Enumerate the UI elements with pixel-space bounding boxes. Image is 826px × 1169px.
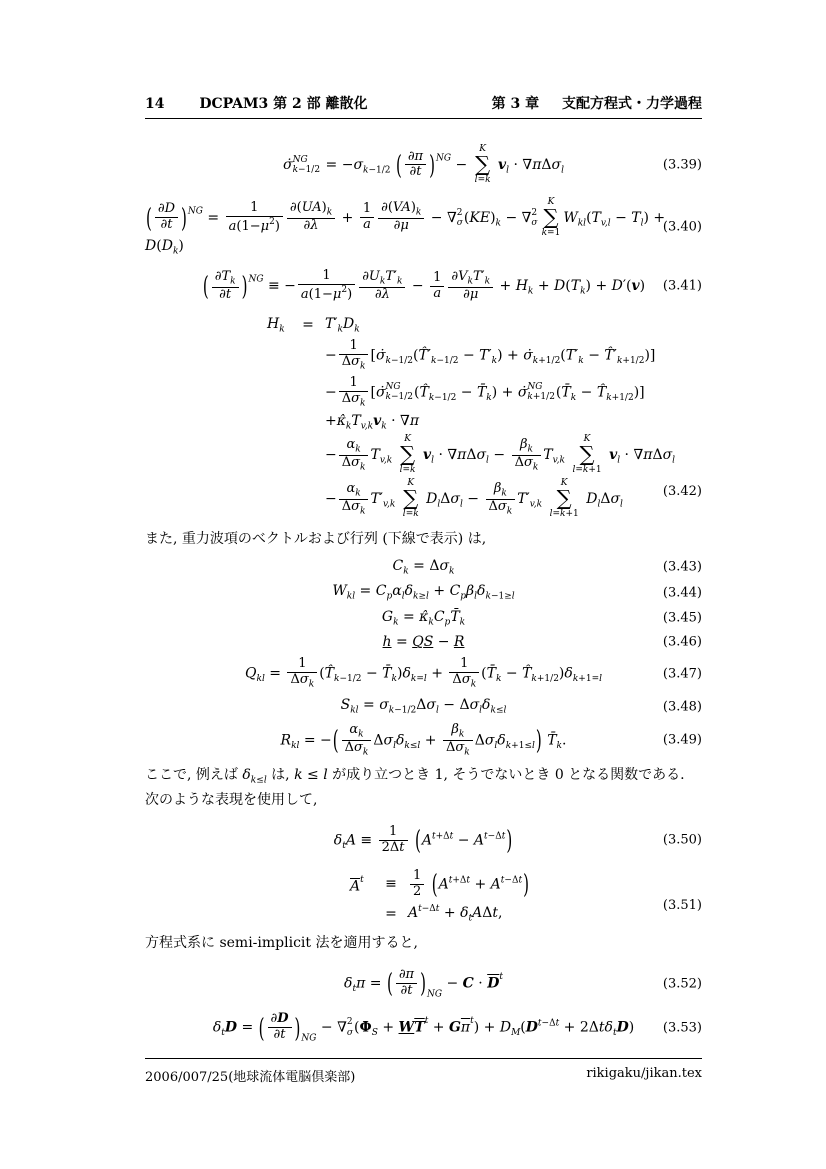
equation-3-47-body: $Q_{kl}$ = 1 $\Delta\sigma_k$ ($T̂_{k-1/2}$ − $T̄_k)\delta_{k=l}$ + 1 $\Delta\sigma_k$ ($T̄_k$ − $T̂_{k+1/2})\delta_{k+1=l}$ (245, 656, 602, 690)
equation-3-45-number: (3.45) (662, 610, 702, 626)
equation-3-53-number: (3.53) (662, 1020, 702, 1036)
equation-3-42-line2: − 1 $\Delta\sigma_k$ [$\sigmȧ_{k-1/2}(T̂'_{k-1/2} - T'_k)$ + $\sigmȧ_{k+1/2}(T'_k$ − $T̂'_{k+1/2}$)] (325, 337, 656, 372)
equation-3-42-line1: $T'_kD_k$ (325, 316, 360, 335)
equation-3-42-row6 (267, 479, 702, 519)
equation-3-49 (145, 723, 702, 758)
equation-3-42-row3 (267, 376, 702, 409)
equation-3-51-relation2: = (385, 905, 397, 922)
equation-3-42-line3: − 1 $\Delta\sigma_k$ [σ̇ NG k−1/2 ($T̂_{k-1/2}$ − $T̄_k$) + σ̇ NG k+1/2 ($T̄_k$ − $T̂_{k+1/2}$)] (325, 374, 645, 409)
equation-3-40 (145, 198, 702, 257)
equation-3-53 (145, 1012, 702, 1043)
header-chapter-title: 支配方程式・力学過程 (562, 96, 702, 112)
equation-3-42-line6: − $\alpha_k$ $\Delta\sigma_k$ $T'_{v,k}$ K ∑ l=k $D_l\Delta\sigma_l$ − $\beta_k$ $\Delta\sigma_k$ $T'_{v,k}$ K ∑ l=k+1 $D_l\Delta\sigma_l$ (325, 478, 623, 519)
equation-3-39 (145, 145, 702, 185)
equation-3-42-lhs: $H_k$ (267, 316, 285, 335)
equation-3-49-body: $R_{kl}$ = −( $\alpha_k$ $\Delta\sigma_k$ $\Delta\sigma_l\delta_{k\le l}$ + $\beta_k$ $\Delta\sigma_k$ $\Delta\sigma_l\delta_{k+1\le l}$) $T̄_k$. (280, 721, 567, 758)
equation-3-40-body: ( $\frac{\partial D}{\partial t}$ )$^{NG}$ = $\frac{1}{a(1-\mu^2)}$ $\frac{\partial(UA)_k}{\partial\lambda}$ + $\frac{1}{a}$ $\frac{\partial(VA)_k}{\partial\mu}$ − ∇ 2 σ $(KE)_k$ − ∇ 2 σ K ∑ k=1 $W_{kl}(T_{v,l} - T_l) + D(D_k)$ (145, 196, 666, 257)
equation-3-41 (145, 269, 702, 303)
equation-3-41-body: ( $\frac{\partial T_k}{\partial t}$ )$^{NG}$ ≡ − $\frac{1}{a(1-\mu^2)}$ $\partial U_kT'_k$ ∂λ − $\frac{1}{a}$ $\partial V_kT'_k$ ∂μ + $H_k + D(T_k) + D'(v)$ (202, 268, 646, 303)
equation-3-42-row2 (267, 339, 702, 372)
header-chapter: 第 3 章 (491, 96, 540, 112)
header-left (145, 93, 368, 113)
equation-3-41-number: (3.41) (662, 278, 702, 294)
page-number: 14 (145, 96, 165, 112)
header-right (492, 93, 702, 113)
equation-3-44 (145, 583, 702, 602)
equation-3-51-relation1: ≡ (385, 876, 397, 893)
equation-3-44-body: $W_{kl} = C_p\alpha_l\delta_{k\ge l} + C_p\beta_l\delta_{k-1\ge l}$ (332, 583, 515, 602)
page-header (145, 93, 702, 119)
equation-3-52 (145, 968, 702, 999)
equation-3-46-body: h = QS − R (382, 634, 465, 651)
footer-filename: rikigaku/jikan.tex (586, 1066, 702, 1081)
paragraph-semi-implicit: 方程式系に semi-implicit 法を適用すると, (145, 935, 418, 952)
equation-3-52-body: $\delta_t\pi$ = ( $\frac{\partial\pi}{\partial t}$ )$_{NG} - C \cdot \overline{D}^t$ (344, 966, 503, 1000)
equation-3-42-line4: $+\kappâ_kT_{v,k}v_k \cdot \nabla\pi$ (325, 412, 420, 432)
equation-3-42-row5 (267, 435, 702, 475)
equation-3-47 (145, 657, 702, 690)
equation-3-42 (145, 316, 702, 519)
equation-3-51-row1 (350, 869, 702, 900)
equation-3-43 (145, 558, 702, 577)
footer-credit: 2006/007/25(地球流体電脳倶楽部) (145, 1070, 356, 1085)
equation-3-42-row4 (267, 413, 702, 432)
equation-3-53-body: $\delta_tD$ = ( $\frac{\partial D}{\partial t}$ )$_{NG}$ − ∇ 2 σ $(\Phi_S + W\overline{T}^t + G\overline{\pi}^t) + D_M(D^{t-\Delta t} + 2\Delta t\delta_tD)$ (212, 1011, 635, 1044)
equation-3-48 (145, 697, 702, 716)
equation-3-42-line5: − $\alpha_k$ $\Delta\sigma_k$ $T_{v,k}$ K ∑ l=k $v_l \cdot \nabla\pi\Delta\sigma_l$ − $\beta_k$ $\Delta\sigma_k$ $T_{v,k}$ K ∑ l=k+1 $v_l \cdot \nabla\pi\Delta\sigma_l$ (325, 434, 676, 476)
equation-3-51-align (350, 869, 702, 923)
equation-3-42-relation: = (302, 317, 314, 334)
equation-3-42-number: (3.42) (662, 484, 702, 499)
equation-3-51-lhs: $\overline{A}^t$ (350, 874, 364, 895)
equation-3-45 (145, 609, 702, 628)
equation-3-51-number: (3.51) (662, 898, 702, 914)
equation-3-51-line1: $\frac{1}{2}$ $(A^{t+\Delta t} + A^{t-\Delta t})$ (408, 869, 530, 900)
equation-3-48-body: $S_{kl} = \sigma_{k-1/2}\Delta\sigma_l - \Delta\sigma_l\delta_{k\le l}$ (340, 697, 507, 716)
equation-3-51 (145, 869, 702, 923)
paragraph-delta-function: ここで, 例えば $\delta_{k\le l}$ は, k ≤ l が成り立つとき 1, そうでないとき 0 となる関数である. (145, 766, 685, 786)
paragraph-next-expression: 次のような表現を使用して, (145, 792, 318, 809)
equation-3-51-line2: $A^{t-\Delta t} + \delta_tA\Delta t$, (408, 903, 503, 924)
equation-3-43-number: (3.43) (662, 559, 702, 575)
equation-3-42-align (267, 316, 702, 519)
header-section-title: DCPAM3 第 2 部 離散化 (199, 96, 368, 112)
paragraph-gravity-wave: また, 重力波項のベクトルおよび行列 (下線で表示) は, (145, 531, 487, 547)
equation-3-50-number: (3.50) (662, 832, 702, 848)
equation-3-51-row2 (350, 904, 702, 923)
equation-3-46-number: (3.46) (662, 634, 702, 650)
equation-3-48-number: (3.48) (662, 699, 702, 715)
equation-3-43-body: $C_k = \Delta\sigma_k$ (392, 557, 455, 577)
equation-3-40-number: (3.40) (662, 219, 702, 235)
page-footer (145, 1058, 702, 1085)
equation-3-47-number: (3.47) (662, 666, 702, 682)
equation-3-49-number: (3.49) (662, 732, 702, 748)
page-content (145, 0, 702, 1057)
equation-3-39-number: (3.39) (662, 157, 702, 173)
equation-3-45-body: $G_k$ = $\kappâ_kC_pT̄_k$ (381, 608, 466, 628)
equation-3-50 (145, 825, 702, 856)
equation-3-52-number: (3.52) (662, 976, 702, 992)
equation-3-46 (145, 634, 702, 650)
equation-3-39-body: σ̇ NG k−1/2 = $-\sigma_{k-1/2}$ ( $\frac{\partial\pi}{\partial t}$ )$^{NG}$ − K ∑ l=k $v_l \cdot \nabla\pi\Delta\sigma_l$ (283, 144, 564, 185)
equation-3-42-row1 (267, 316, 702, 335)
equation-3-50-body: $\delta_tA$ ≡ $\frac{1}{2\Delta t}$ $(A^{t+\Delta t} - A^{t-\Delta t})$ (333, 824, 513, 857)
equation-3-44-number: (3.44) (662, 585, 702, 601)
